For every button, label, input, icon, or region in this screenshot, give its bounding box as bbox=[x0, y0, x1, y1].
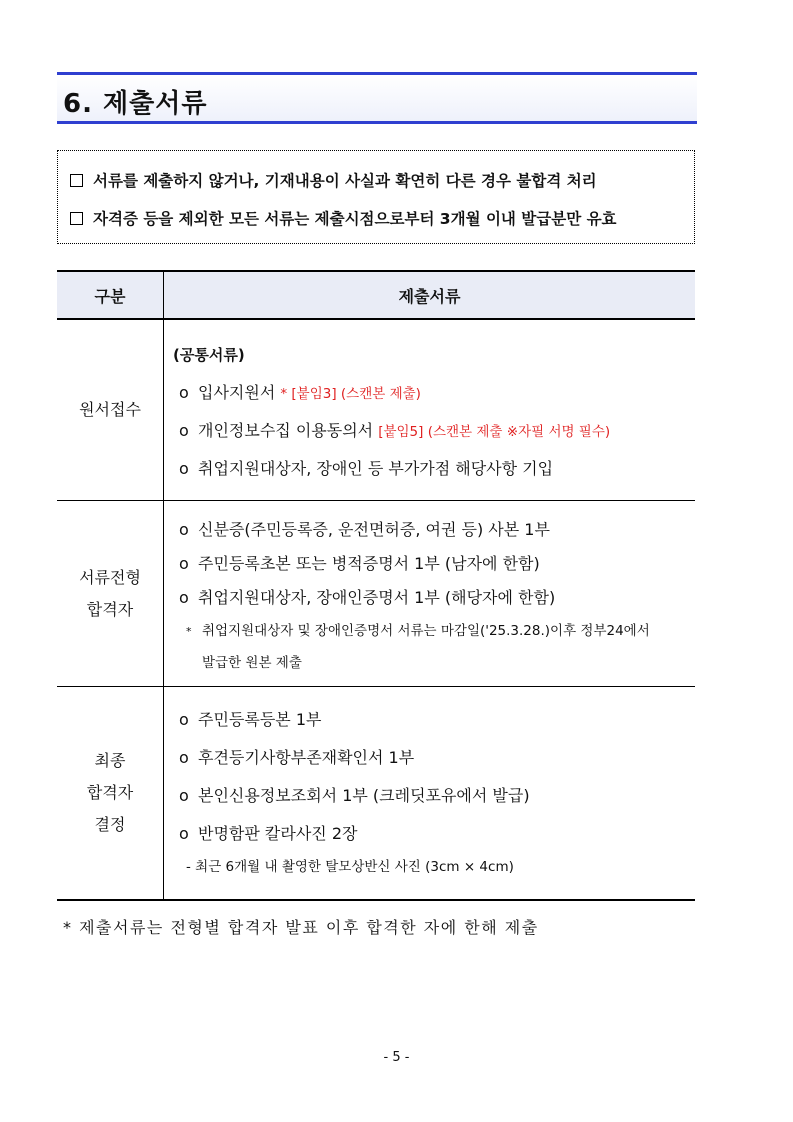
section-header bbox=[57, 72, 697, 124]
row-documents bbox=[164, 320, 695, 500]
list-item: o 반명함판 칼라사진 2장 bbox=[179, 824, 358, 843]
common-docs-label: (공통서류) bbox=[173, 346, 245, 364]
row-documents bbox=[164, 501, 695, 686]
sub-note: * 취업지원대상자 및 장애인증명서 서류는 마감일('25.3.28.)이후 정부24에서 bbox=[186, 623, 650, 639]
notice-line bbox=[70, 207, 617, 229]
row-category: 서류전형 합격자 bbox=[57, 501, 164, 686]
notice-text: 자격증 등을 제외한 모든 서류는 제출시점으로부터 3개월 이내 발급분만 유효 bbox=[93, 210, 617, 228]
list-item: o 후견등기사항부존재확인서 1부 bbox=[179, 748, 415, 767]
notice-text: 서류를 제출하지 않거나, 기재내용이 사실과 확연히 다른 경우 불합격 처리 bbox=[93, 172, 597, 190]
checkbox-icon bbox=[70, 174, 83, 187]
list-item: o 신분증(주민등록증, 운전면허증, 여권 등) 사본 1부 bbox=[179, 520, 550, 539]
row-documents bbox=[164, 687, 695, 899]
section-title: 6. 제출서류 bbox=[63, 89, 208, 119]
list-item: o 입사지원서 * [붙임3] (스캔본 제출) bbox=[179, 383, 421, 402]
item-note: * [붙임3] (스캔본 제출) bbox=[280, 386, 421, 402]
list-item: o 개인정보수집 이용동의서 [붙임5] (스캔본 제출 ※자필 서명 필수) bbox=[179, 421, 611, 440]
header-documents: 제출서류 bbox=[398, 286, 461, 306]
header-category: 구분 bbox=[57, 272, 164, 318]
list-item: o 주민등록등본 1부 bbox=[179, 710, 322, 729]
list-item: o 취업지원대상자, 장애인증명서 1부 (해당자에 한함) bbox=[179, 588, 556, 607]
checkbox-icon bbox=[70, 212, 83, 225]
item-note: [붙임5] (스캔본 제출 ※자필 서명 필수) bbox=[378, 424, 611, 440]
table-row bbox=[57, 320, 695, 501]
notice-box bbox=[57, 150, 695, 244]
page-number: - 5 - bbox=[383, 1050, 410, 1065]
documents-table bbox=[57, 270, 695, 901]
list-item: o 본인신용정보조회서 1부 (크레딧포유에서 발급) bbox=[179, 786, 530, 805]
table-row bbox=[57, 687, 695, 899]
sub-note: - 최근 6개월 내 촬영한 탈모상반신 사진 (3cm × 4cm) bbox=[186, 859, 514, 875]
list-item: o 주민등록초본 또는 병적증명서 1부 (남자에 한함) bbox=[179, 554, 540, 573]
table-header-row bbox=[57, 272, 695, 320]
list-item: o 취업지원대상자, 장애인 등 부가가점 해당사항 기입 bbox=[179, 459, 554, 478]
notice-line bbox=[70, 169, 597, 191]
row-category: 최종 합격자 결정 bbox=[57, 687, 164, 899]
table-row bbox=[57, 501, 695, 687]
footnote: * 제출서류는 전형별 합격자 발표 이후 합격한 자에 한해 제출 bbox=[63, 918, 539, 937]
sub-note: 발급한 원본 제출 bbox=[202, 655, 302, 671]
row-category: 원서접수 bbox=[57, 320, 164, 500]
